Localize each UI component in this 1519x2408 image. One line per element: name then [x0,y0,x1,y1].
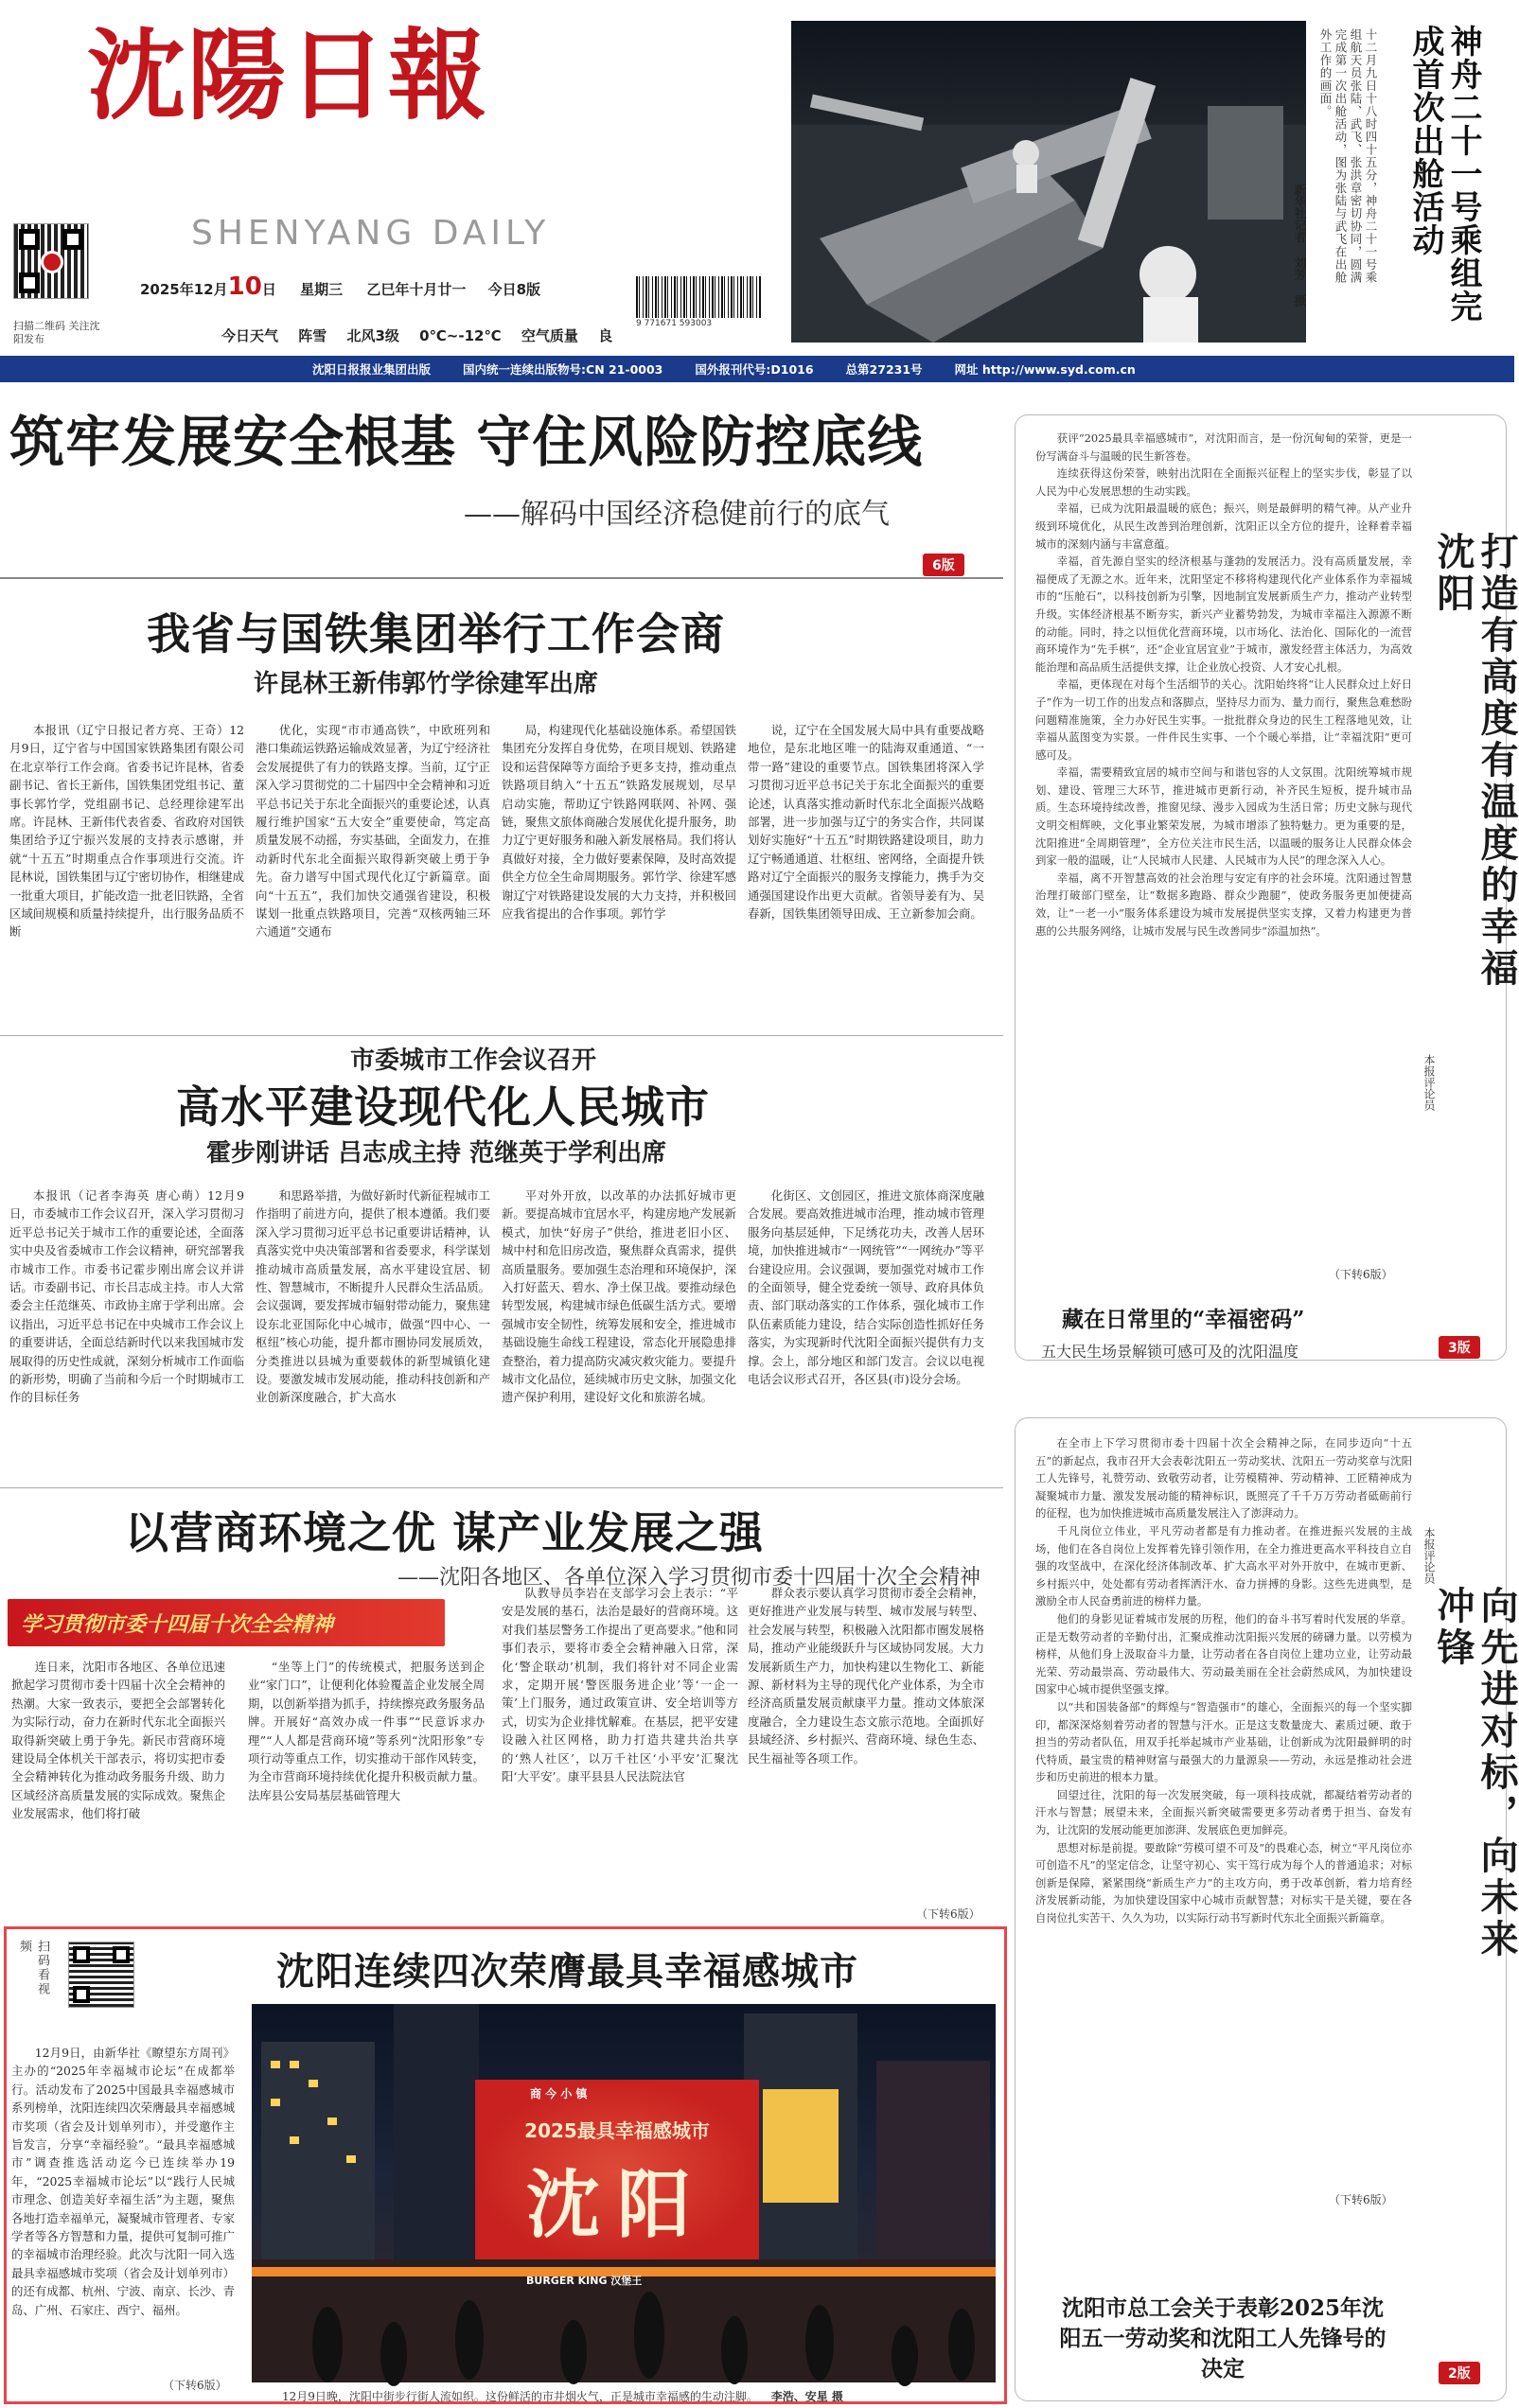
lunar: 乙巳年十月廿一 [366,281,467,298]
masthead [0,0,1514,352]
qr-code[interactable] [13,223,89,299]
screen-text-2: 沈阳 [525,2162,708,2248]
spacewalk-photo [791,21,1306,343]
story1-col-2: 优化，实现“市市通高铁”，中欧班列和港口集疏运铁路运输成效显著，为辽宁经济社会发展提供了有力的铁路支撑。当前，辽宁正深入学习贯彻党的二十届四中全会精神和习近平总书记关于东北全面振兴的重要论述，认真履行维护国家“五大安全”重要使命，笃定高质量发展不动摇，夯实基础，全面发力，在推动新时代东北全面振兴取得新突破上勇于争先。奋力谱写中国式现代化辽宁新篇章。面向“十五五”，我们加快交通强省建设，积极谋划一批重点铁路项目，完善“双核两轴三环六通道”交通布 [256,723,490,940]
story3-col-1: 连日来，沈阳市各地区、各单位迅速掀起学习贯彻市委十四届十次全会精神的热潮。大家一致表示，要把全会部署转化为实际行动，奋力在新时代东北全面振兴取得新突破上勇于争先。新民市营商环境建设局全体机关干部表示，将切实把市委全会精神转化为推动政务服务升级、助力区域经济高质量发展的实际成效。聚焦企业发展需求，他们将打破 [11,1660,225,1821]
divider [0,577,1003,579]
editorial1-link-sub: 五大民生场景解锁可感可及的沈阳温度 [1041,1343,1299,1361]
masthead-en: SHENYANG DAILY [191,214,551,253]
editorial2-page-tag[interactable]: 2版 [1439,2362,1480,2384]
barcode [636,276,761,318]
info-bar [0,356,1514,382]
story1-title: 我省与国铁集团举行工作会商 [147,608,725,659]
info-website[interactable]: 网址 http://www.syd.com.cn [954,362,1136,377]
lead-subtitle: ——解码中国经济稳健前行的底气 [464,498,890,531]
lead-title: 筑牢发展安全根基 守住风险防控底线 [9,410,924,474]
air-quality: 良 [598,327,613,344]
editorial1-title: 打造有高度有温度的幸福沈阳 [1431,532,1519,990]
qr-caption: 扫码看视频 [17,1940,49,1996]
caption-credit: 李浩、安星 摄 [770,2390,843,2403]
barcode-number: 9 771671 593003 [636,319,713,328]
date-prefix: 2025年12月 [140,281,228,298]
weather-label: 今日天气 [221,327,279,344]
story2-col-4: 化街区、文创园区，推进文旅体商深度融合发展。要高效推进城市治理，推动城市管理服务向基层延伸，下足绣花功夫，改善人居环境，加快推进城市“一网统管”“一网统办”等平台建设应用。会议强调，要加强党对城市工作的全面领导，健全党委统一领导、政府具体负责、部门联动落实的工作体系，强化城市工作队伍素质能力建设，结合实际创造性抓好任务落实，为实现新时代沈阳全面振兴提供有力支撑。会上，部分地区和部门发言。会议以电视电话会议形式召开，各区县(市)设分会场。 [748,1188,984,1387]
date-line [140,272,540,301]
story1-subtitle: 许昆林王新伟郭竹学徐建军出席 [254,670,599,698]
qr-caption: 扫描二维码 关注沈阳发布 [13,320,100,345]
photo-credit: 新华社记者 刘芳 摄 [1293,184,1307,307]
weather: 阵雪 [298,327,327,344]
divider [0,1035,1003,1036]
story3-continued[interactable]: （下转6版） [916,1907,980,1921]
story2-kicker: 市委城市工作会议召开 [350,1046,597,1075]
editorial2-label: 本报评论员 [1422,1527,1436,1584]
temperature: 0℃~-12℃ [419,327,502,344]
weekday: 星期三 [300,281,344,298]
ed1-para-7: 幸福，离不开智慧高效的社会治理与安定有序的社会环境。沈阳通过智慧治理打破部门壁垒，让“数据多跑路、群众少跑腿”，使政务服务更加便捷高效，让“一老一小”服务体系建设为城市发展提供坚实支撑，又着力构建更为普惠的公共服务网络，让城市发展与民生改善同步“添温加热”。 [1035,870,1412,938]
editorial1-continued[interactable]: （下转6版） [1329,1268,1393,1281]
story2-subtitle: 霍步刚讲话 吕志成主持 范继英于学利出席 [206,1139,667,1168]
happy-body: 12月9日，由新华社《瞭望东方周刊》主办的“2025年幸福城市论坛”在成都举行。活动发布了2025中国最具幸福感城市系列榜单，沈阳连续四次荣膺最具幸福感城市奖项（省会及计划单列市），并受邀作主旨发言，分享“幸福经验”。“最具幸福感城市”调查推选活动迄今已连续举办19年，“2025幸福城市论坛”以“践行人民城市理念、创造美好幸福生活”为主题，聚焦各地打造幸福单元，凝聚城市管理者、专家学者等各方智慧和力量，提供可复制可推广的幸福城市治理经验。此次与沈阳一同入选最具幸福感城市奖项（省会及计划单列市）的还有成都、杭州、宁波、南京、长沙、青岛、广州、石家庄、西宁、福州。 [11,2046,235,2317]
wind: 北风3级 [346,327,399,344]
editorial2-continued[interactable]: （下转6版） [1329,2193,1393,2206]
video-qr[interactable] [15,1940,62,2006]
editorial2-title: 向先进对标，向未来冲锋 [1431,1586,1519,1960]
ed2-para-5: 回望过往，沈阳的每一次发展突破，每一项科技成就，都凝结着劳动者的汗水与智慧；展望未来，全面振兴新突破需要更多劳动者勇于担当、奋发有为，让沈阳的发展动能更加澎湃、发展底色更加鲜亮。 [1035,1787,1412,1837]
editorial1-link-title[interactable]: 藏在日常里的“幸福密码” [1062,1307,1305,1332]
story2-title: 高水平建设现代化人民城市 [176,1081,710,1133]
happy-continued[interactable]: （下转6版） [163,2379,227,2392]
date-day: 10 [227,272,262,301]
divider [0,1487,1003,1488]
lead-page-tag[interactable]: 6版 [923,554,964,576]
ed1-para-3: 幸福，已成为沈阳最温暖的底色；振兴，则是最鲜明的精气神。从产业升级到环境优化，从民生改善到治理创新，沈阳正以全方位的提升，诠释着幸福城市的深刻内涵与丰富意蕴。 [1035,501,1412,551]
story3-col-2: “坐等上门”的传统模式，把服务送到企业“家门口”，让便利化体验覆盖企业发展全周期，以创新举措为抓手，持续擦亮政务服务品牌。开展好“高效办成一件事”“民意诉求办理”“人人都是营商环境”等系列“沈阳形象”专项行动等重点工作，切实推动干部作风转变，为全市营商环境持续优化提升积极贡献力量。法库县公安局基层基础管理大 [248,1660,485,1802]
story3-col-4: 群众表示要认真学习贯彻市委全会精神，更好推进产业发展与转型、城市发展与转型、社会发展与转型，积极融入沈阳都市圈发展格局，推动产业能级跃升与区域协同发展。大力发展新质生产力，加快构建以生物化工、新能源、新材料为主导的现代化产业体系，为全市经济高质量发展贡献康平力量。推动文体旅深度融合，全力建设生态文旅示范地。全面抓好县域经济、乡村振兴、营商环境、绿色生态、民生福祉等各项工作。 [748,1586,984,1766]
screen-text-1: 2025最具幸福感城市 [524,2119,710,2142]
ed2-para-1: 在全市上下学习贯彻市委十四届十次全会精神之际，在同步迈向“十五五”的新起点，我市召开大会表彰沈阳五一劳动奖状、沈阳五一劳动奖章与沈阳工人先锋号，礼赞劳动、致敬劳动者，让劳模精神、劳动精神、工匠精神成为凝聚城市力量、激发发展动能的精神标识，既照亮了千千万万劳动者砥砺前行的征程，也为加快推进城市高质量发展注入了澎湃动力。 [1035,1436,1412,1520]
info-publisher: 沈阳日报报业集团出版 [312,362,432,377]
caption-text: 12月9日晚，沈阳中街步行街人流如织。这份鲜活的市井烟火气，正是城市幸福感的生动注脚。 [282,2390,758,2403]
ed1-para-6: 幸福，需要精致宜居的城市空间与和谐包容的人文氛围。沈阳统筹城市规划、建设、管理三大环节，推进城市更新行动，补齐民生短板，提升城市品质。生态环境持续改善，推窗见绿、漫步入园成为生活日常；历史文脉与现代文明交相辉映，文化事业繁荣发展，为城市增添了独特魅力。更为重要的是，沈阳推进“全周期管理”，全方位关注市民生活，以温暖的服务让人民群众体会到家一般的温暖，让“人民城市人民建、人民城市为人民”的理念深入人心。 [1035,765,1412,868]
story2-col-3: 平对外开放，以改革的办法抓好城市更新。要提高城市宜居水平，构建房地产发展新模式，加快“好房子”供给，推进老旧小区、城中村和危旧房改造，聚焦群众真需求，提供高质量服务。要加强生态治理和环境保护，深入打好蓝天、碧水、净土保卫战。要推动绿色转型发展，构建城市绿色低碳生活方式。要增强城市安全韧性，统筹发展和安全，推进城市基础设施生命线工程建设，常态化开展隐患排查整治，着力提高防灾减灾救灾能力。要提升城市文化品位，延续城市历史文脉，加强文化遗产保护利用，建设好文化和旅游名城。 [502,1188,736,1405]
weather-line [221,325,612,345]
date-suffix: 日 [261,281,276,298]
sign-1: 商 今 小 镇 [530,2087,588,2100]
masthead-title: 沈陽日報 [87,17,489,133]
editorial2-link-title[interactable]: 沈阳市总工会关于表彰2025年沈阳五一劳动奖和沈阳工人先锋号的决定 [1059,2295,1387,2382]
info-foreign: 国外报刊代号:D1016 [695,362,814,377]
info-cn: 国内统一连续出版物号:CN 21-0003 [463,362,663,377]
story1-col-1: 本报讯（辽宁日报记者方亮、王奇）12月9日，辽宁省与中国国家铁路集团有限公司在北京举行工作会商。省委书记许昆林，省委副书记、省长王新伟，国铁集团党组书记、董事长郭竹学，党组副书记、总经理徐建军出席。许昆林、王新伟代表省委、省政府对国铁集团给予辽宁振兴发展的支持表示感谢，并就“十五五”时期重点合作事项进行交流。许昆林说，国铁集团与辽宁密切协作，相继建成一批重大项目，扩能改造一批老旧铁路，全省区域间规模和质量持续提升，出行服务品质不断 [9,723,244,940]
ed2-para-4: 以“共和国装备部”的辉煌与“智造强市”的雄心，全面振兴的每一个坚实脚印，都深深烙刻着劳动者的智慧与汗水。正是这支数量庞大、素质过硬、敢于担当的劳动者队伍，用双手托举起城市产业基础，让创新成为沈阳最鲜明的时代特质，最宝贵的精神财富与最强大的力量源泉——劳动，永远是推动社会进步和历史前进的根本力量。 [1035,1699,1412,1784]
story3-subtitle: ——沈阳各地区、各单位深入学习贯彻市委十四届十次全会精神 [397,1566,981,1590]
top-story-title: 神舟二十一号乘组完成首次出舱活动 [1406,25,1482,323]
happy-title: 沈阳连续四次荣膺最具幸福感城市 [276,1949,858,1994]
editorial1-body [1035,430,1412,1300]
ed2-para-3: 他们的身影见证着城市发展的历程，他们的奋斗书写着时代发展的华章。正是无数劳动者的辛勤付出，汇聚成推动沈阳振兴发展的磅礴力量。以劳模为榜样，从他们身上汲取奋斗力量，让劳动者在各自岗位上建功立业，让劳动最光荣、劳动最崇高、劳动最伟大、劳动最美丽在全社会蔚然成风，为加快建设国家中心城市提供坚强支撑。 [1035,1611,1412,1696]
story2-col-1: 本报讯（记者李海英 唐心萌）12月9日，市委城市工作会议召开，深入学习贯彻习近平总书记关于城市工作的重要论述，全面落实中央及省委城市工作会议精神，研究部署我市城市工作。市委书记霍步刚出席会议并讲话。市委副书记、市长吕志成主持。市人大常委会主任范继英、市政协主席于学利出席。会议指出，习近平总书记在中央城市工作会议上的重要讲话，全面总结新时代以来我国城市发展取得的历史性成就，深刻分析城市工作面临的新形势，明确了当前和今后一个时期城市工作的目标任务 [9,1188,244,1405]
editorial2-body [1035,1434,1412,2210]
video-qr-code[interactable] [68,1942,134,2008]
editorial1-label: 本报评论员 [1422,1054,1436,1111]
story3-col-3: 队教导员李岩在支部学习会上表示：“平安是发展的基石，法治是最好的营商环境。这对我们基层警务工作提出了更高要求。”他和同事们表示，要将市委全会精神融入日常，深化‘警企联动’机制，我们将针对不同企业需求，定期开展‘警医服务进企业’等‘一企一策’上门服务，通过政策宣讲、安全培训等方式，切实为企业排忧解难。在基层，把平安建设融入社区网格，助力打造共建共治共享的‘熟人社区’，以万千社区‘小平安’汇聚沈阳‘大平安’。康平县县人民法院法官 [502,1586,738,1784]
spacewalk-illustration [791,21,1306,343]
page-count: 今日8版 [487,281,540,298]
ed2-para-6: 思想对标是前提。要敢除“劳模可望不可及”的畏难心态，树立“平凡岗位亦可创造不凡”的坚定信念，让坚守初心、实干笃行成为每个人的普通追求；对标创新是保障，紧紧围绕“新质生产力”的主攻方向，勇于改革创新，着力培育经济发展新动能，为加快建设国家中心城市贡献智慧；对标实干是关键，要在各自岗位扎实苦干、久久为功，以实际行动书写新时代东北全面振兴新篇章。 [1035,1840,1412,1925]
sign-2: BURGER KING 汉堡王 [526,2275,643,2287]
story1-col-4: 说，辽宁在全国发展大局中具有重要战略地位，是东北地区唯一的陆海双重通道、“一带一路”建设的重要节点。国铁集团将深入学习贯彻习近平总书记关于东北全面振兴的重要论述，认真落实推动新时代东北全面振兴战略部署，进一步加强与辽宁的务实合作，共同谋划好实施好“十五五”时期铁路建设项目，助力辽宁畅通通道、壮枢纽、密网络，全面提升铁路对辽宁全面振兴的服务支撑能力，携手为交通强国建设作出更大贡献。省领导姜有为、吴春新，国铁集团领导田成、王立新参加会商。 [748,723,984,922]
story1-col-3: 局，构建现代化基础设施体系。希望国铁集团充分发挥自身优势，在项目规划、铁路建设和运营保障等方面给予更多支持，推动重点铁路项目纳入“十五五”铁路发展规划，尽早启动实施，帮助辽宁铁路网联网、补网、强链，聚焦文旅体商融合发展优化提升服务，助力辽宁更好服务和融入新发展格局。我们将认真做好对接，全力做好要素保障，及时高效提供全方位全生命周期服务。郭竹学、徐建军感谢辽宁对铁路建设发展的大力支持，并积极回应我省提出的合作事项。郭竹学 [502,723,736,922]
info-issue: 总第27231号 [845,362,923,377]
photo-caption [282,2388,843,2404]
ed1-para-5: 幸福，更体现在对每个生活细节的关心。沈阳始终将“让人民群众过上好日子”作为一切工作的出发点和落脚点，坚持尽力而为、量力而行，聚焦急难愁盼问题精准施策，全力办好民生实事。一批批群众身边的民生工程落地见效，让幸福从蓝图变为实景。一件件民生实事、一个个暖心举措，让“幸福沈阳”更可感可及。 [1035,677,1412,762]
story3-title: 以营商环境之优 谋产业发展之强 [125,1507,765,1558]
editorial1-page-tag[interactable]: 3版 [1439,1336,1480,1359]
air-label: 空气质量 [521,327,578,344]
photo-caption: 十二月九日十八时四十五分，神舟二十一号乘组航天员张陆、武飞、张洪章密切协同，圆满完成第一次出舱活动，图为张陆与武飞在出舱外工作的画面。 [1318,28,1378,284]
ed1-para-2: 连续获得这份荣誉，映射出沈阳在全面振兴征程上的坚实步伐，彰显了以人民为中心发展思想的生动实践。 [1035,466,1412,498]
story2-col-2: 和思路举措，为做好新时代新征程城市工作指明了前进方向，提供了根本遵循。我们要深入学习贯彻习近平总书记重要讲话精神，认真落实党中央决策部署和省委要求，科学谋划推动城市高质量发展，高水平建设宜居、韧性、智慧城市，不断提升人民群众生活品质。会议强调，要发挥城市辐射带动能力，聚焦建设东北亚国际化中心城市，做强“四中心、一枢纽”核心功能，提升都市圈协同发展质效，分类推进以县城为重要载体的新型城镇化建设。要激发城市发展动能，推动科技创新和产业创新深度融合，扩大高水 [256,1188,490,1405]
ed1-para-4: 幸福，首先源自坚实的经济根基与蓬勃的发展活力。没有高质量发展，幸福便成了无源之水。近年来，沈阳坚定不移将构建现代化产业体系作为幸福城市的“压舱石”，以科技创新为引擎，因地制宜发展新质生产力，推动产业转型升级。实体经济根基不断夯实，新兴产业蓄势勃发，为城市幸福注入源源不断的动能。同时，持之以恒优化营商环境，以市场化、法治化、国际化的一流营商环境作为“先手棋”，还“企业宜居宜业”于城市，激发经营主体活力，为高效能治理和高品质生活提供支撑，让企业放心投资、人才安心扎根。 [1035,554,1412,674]
ed2-para-2: 千凡岗位立伟业，平凡劳动者都是有力推动者。在推进振兴发展的主战场，他们在各自岗位上发挥着先锋引领作用，在全力推进更高水平科技自立自强的攻坚战中，在深化经济体制改革、扩大高水平对外开放中，在城市更新、乡村振兴中，处处都有劳动者挥洒汗水、奋力拼搏的身影。这些先进典型，是激励全市人民奋勇前进的榜样力量。 [1035,1523,1412,1608]
study-banner: 学习贯彻市委十四届十次全会精神 [8,1599,445,1646]
zhongjie-night-photo [252,2004,996,2382]
ed1-para-1: 获评“2025最具幸福感城市”，对沈阳而言，是一份沉甸甸的荣誉，更是一份写满奋斗与温暖的民生新答卷。 [1035,431,1412,463]
